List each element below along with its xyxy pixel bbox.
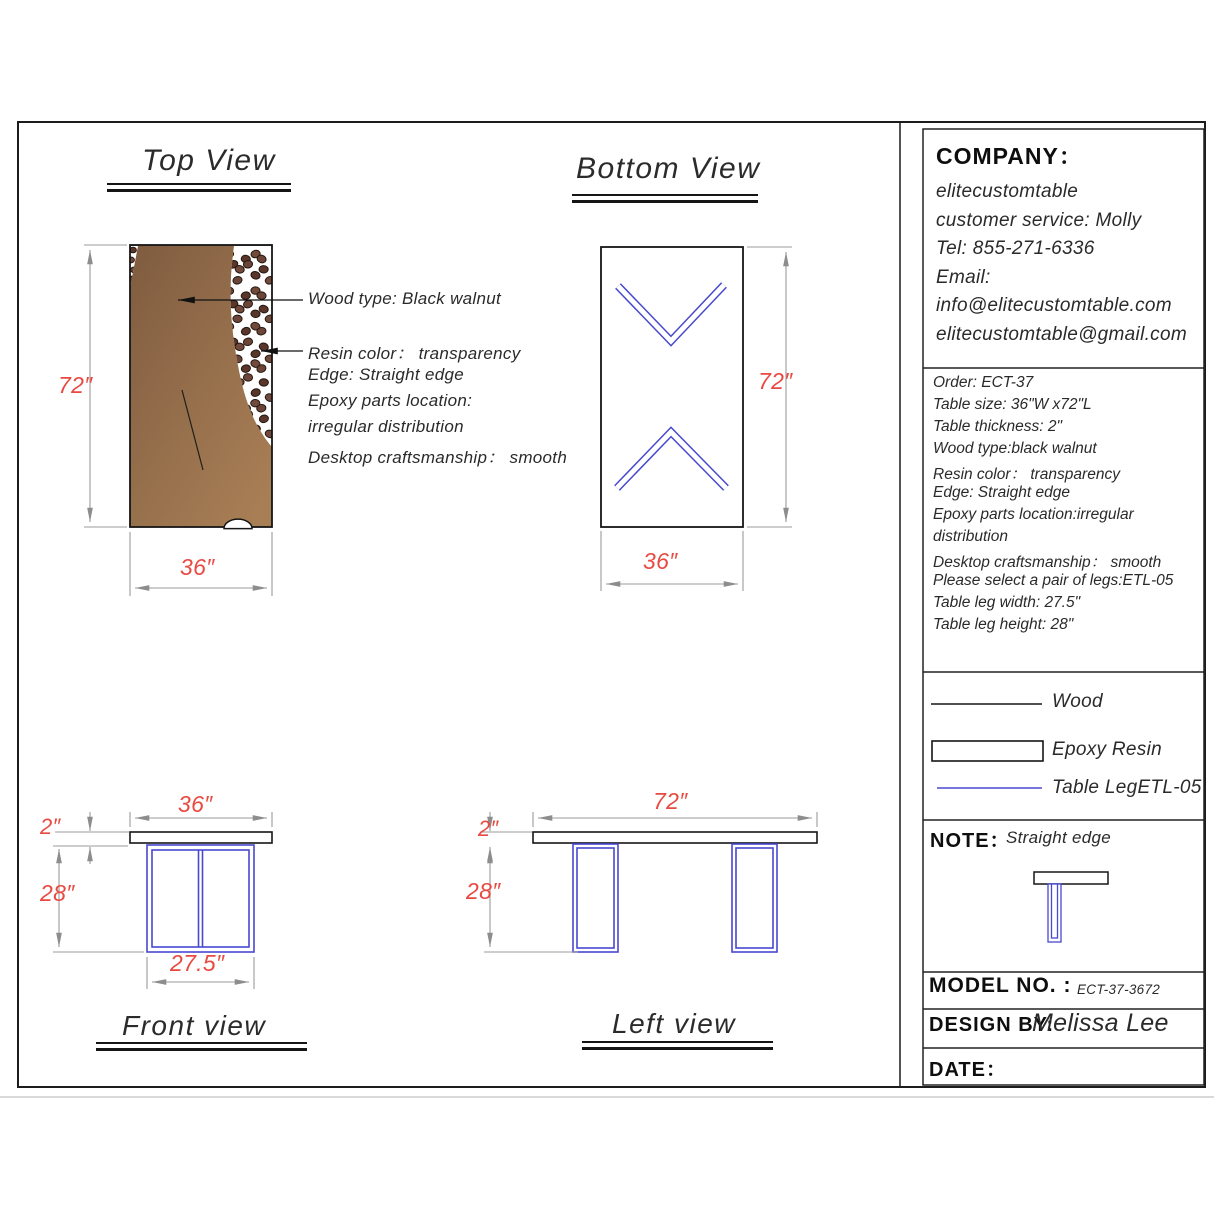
top-view-title: Top View <box>142 144 276 177</box>
company-email-1: info@elitecustomtable.com <box>936 295 1172 316</box>
company-tel: Tel: 855-271-6336 <box>936 238 1095 259</box>
front-leg-frame <box>147 845 254 952</box>
bottom-view-title-underline <box>572 194 758 203</box>
order-edge: Edge: Straight edge <box>933 484 1071 501</box>
order-leg-height: Table leg height: 28" <box>933 616 1074 633</box>
order-resin-color: Resin color： transparency <box>933 466 1120 483</box>
model-no-label: MODEL NO. : <box>929 974 1072 997</box>
legend-epoxy-swatch <box>932 741 1043 761</box>
legend-epoxy-label: Epoxy Resin <box>1052 739 1162 760</box>
bottom-view-height-dim: 72″ <box>758 368 793 394</box>
left-view-leg-height-dim: 28″ <box>466 878 501 904</box>
top-view-drawing <box>84 245 303 596</box>
order-table-size: Table size: 36"W x72"L <box>933 396 1092 413</box>
order-leg-width: Table leg width: 27.5" <box>933 594 1081 611</box>
left-view-title: Left view <box>612 1008 736 1039</box>
note-label: NOTE： <box>930 830 1011 852</box>
top-view-title-underline <box>107 183 291 192</box>
front-view-width-dim: 36″ <box>178 791 213 817</box>
date-label: DATE： <box>929 1059 1007 1081</box>
order-craftsmanship: Desktop craftsmanship： smooth <box>933 554 1162 571</box>
design-by-label: DESIGN BY: <box>929 1014 1055 1036</box>
top-view-height-dim: 72″ <box>58 372 93 398</box>
left-view-drawing <box>480 812 817 952</box>
order-thickness: Table thickness: 2" <box>933 418 1063 435</box>
legend-symbols <box>931 704 1043 788</box>
company-email-label: Email: <box>936 267 991 288</box>
company-email-2: elitecustomtable@gmail.com <box>936 324 1187 345</box>
note-diagram <box>1034 872 1108 942</box>
company-service: customer service: Molly <box>936 210 1142 231</box>
bottom-view-title: Bottom View <box>576 152 761 185</box>
order-epoxy-location: Epoxy parts location:irregular <box>933 506 1134 523</box>
front-view-leg-height-dim: 28″ <box>40 880 75 906</box>
company-label: COMPANY： <box>936 143 1083 169</box>
legend-leg-label: Table LegETL-05 <box>1052 777 1202 798</box>
annotation-resin-color: Resin color： transparency <box>308 344 521 363</box>
front-view-title-underline <box>96 1042 307 1051</box>
left-view-width-dim: 72″ <box>653 788 688 814</box>
order-legs: Please select a pair of legs:ETL-05 <box>933 572 1174 589</box>
left-view-title-underline <box>582 1041 773 1050</box>
note-value: Straight edge <box>1006 828 1112 847</box>
bottom-view-drawing <box>601 247 792 591</box>
annotation-edge: Edge: Straight edge <box>308 365 464 384</box>
company-name: elitecustomtable <box>936 181 1079 202</box>
legend-wood-label: Wood <box>1052 691 1103 712</box>
top-view-width-dim: 36″ <box>180 554 215 580</box>
bottom-view-width-dim: 36″ <box>643 548 678 574</box>
left-view-thickness-dim: 2″ <box>478 816 499 841</box>
order-wood-type: Wood type:black walnut <box>933 440 1097 457</box>
design-by-value: Melissa Lee <box>1032 1009 1169 1037</box>
order-number: Order: ECT-37 <box>933 374 1034 391</box>
annotation-epoxy-location: Epoxy parts location: <box>308 391 473 410</box>
front-view-title: Front view <box>122 1010 267 1041</box>
front-view-thickness-dim: 2″ <box>40 814 61 839</box>
order-epoxy-location-2: distribution <box>933 528 1008 545</box>
annotation-epoxy-location-2: irregular distribution <box>308 417 464 436</box>
annotation-craftsmanship: Desktop craftsmanship： smooth <box>308 448 568 467</box>
left-view-legs <box>573 844 777 952</box>
model-no-value: ECT-37-3672 <box>1077 982 1161 997</box>
annotation-wood-type: Wood type: Black walnut <box>308 289 502 308</box>
front-view-drawing <box>53 812 272 989</box>
front-view-leg-width-dim: 27.5″ <box>170 950 225 976</box>
